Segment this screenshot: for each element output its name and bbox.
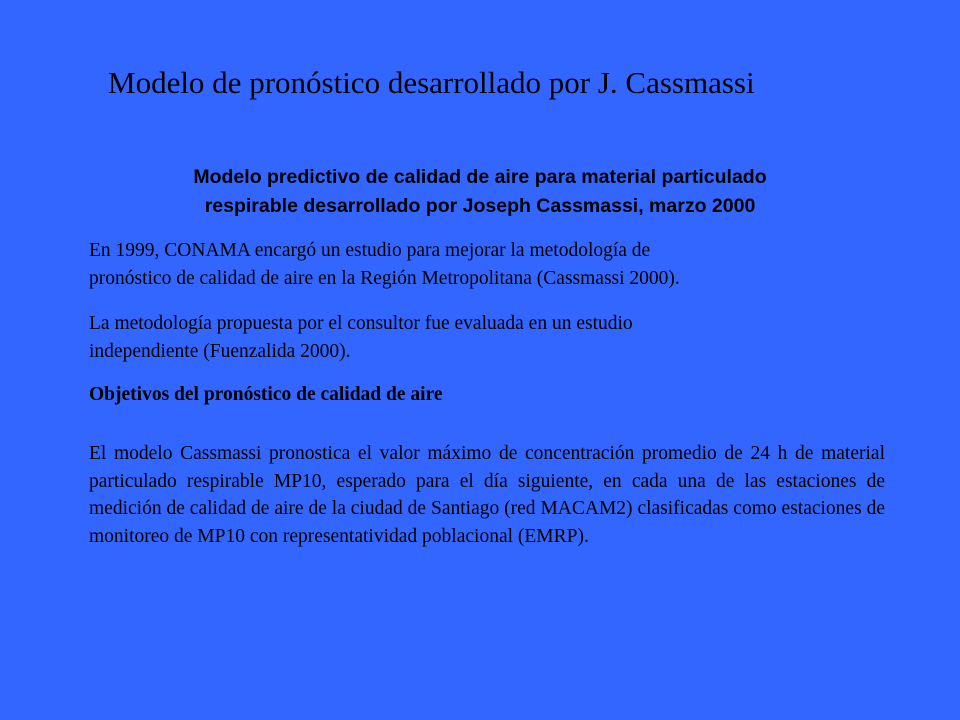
paragraph-1-line-2: pronóstico de calidad de aire en la Región Metropolitana (Cassmassi 2000). [89,268,680,289]
paragraph-2-line-1: La metodología propuesta por el consultor fue evaluada en un estudio [89,313,633,334]
paragraph-1-line-1: En 1999, CONAMA encargó un estudio para mejorar la metodología de [89,240,651,261]
paragraph-2-line-2: independiente (Fuenzalida 2000). [89,341,351,362]
paragraph-evaluation [89,310,889,366]
paragraph-conama [89,237,889,293]
slide-subtitle [120,163,840,221]
section-heading: Objetivos del pronóstico de calidad de aire [89,384,443,405]
subtitle-line-2: respirable desarrollado por Joseph Cassmassi, marzo 2000 [204,195,756,217]
body-paragraph: El modelo Cassmassi pronostica el valor máximo de concentración promedio de 24 h de material particulado respirable MP10, esperado para el día siguiente, en cada una de las estaciones de medición de calidad de aire de la ciudad de Santiago (red MACAM2) clasificadas como estaciones de monitoreo de MP10 con representatividad poblacional (EMRP). [89,443,885,547]
slide-title: Modelo de pronóstico desarrollado por J. Cassmassi [108,65,755,100]
subtitle-line-1: Modelo predictivo de calidad de aire para material particulado [193,166,767,188]
